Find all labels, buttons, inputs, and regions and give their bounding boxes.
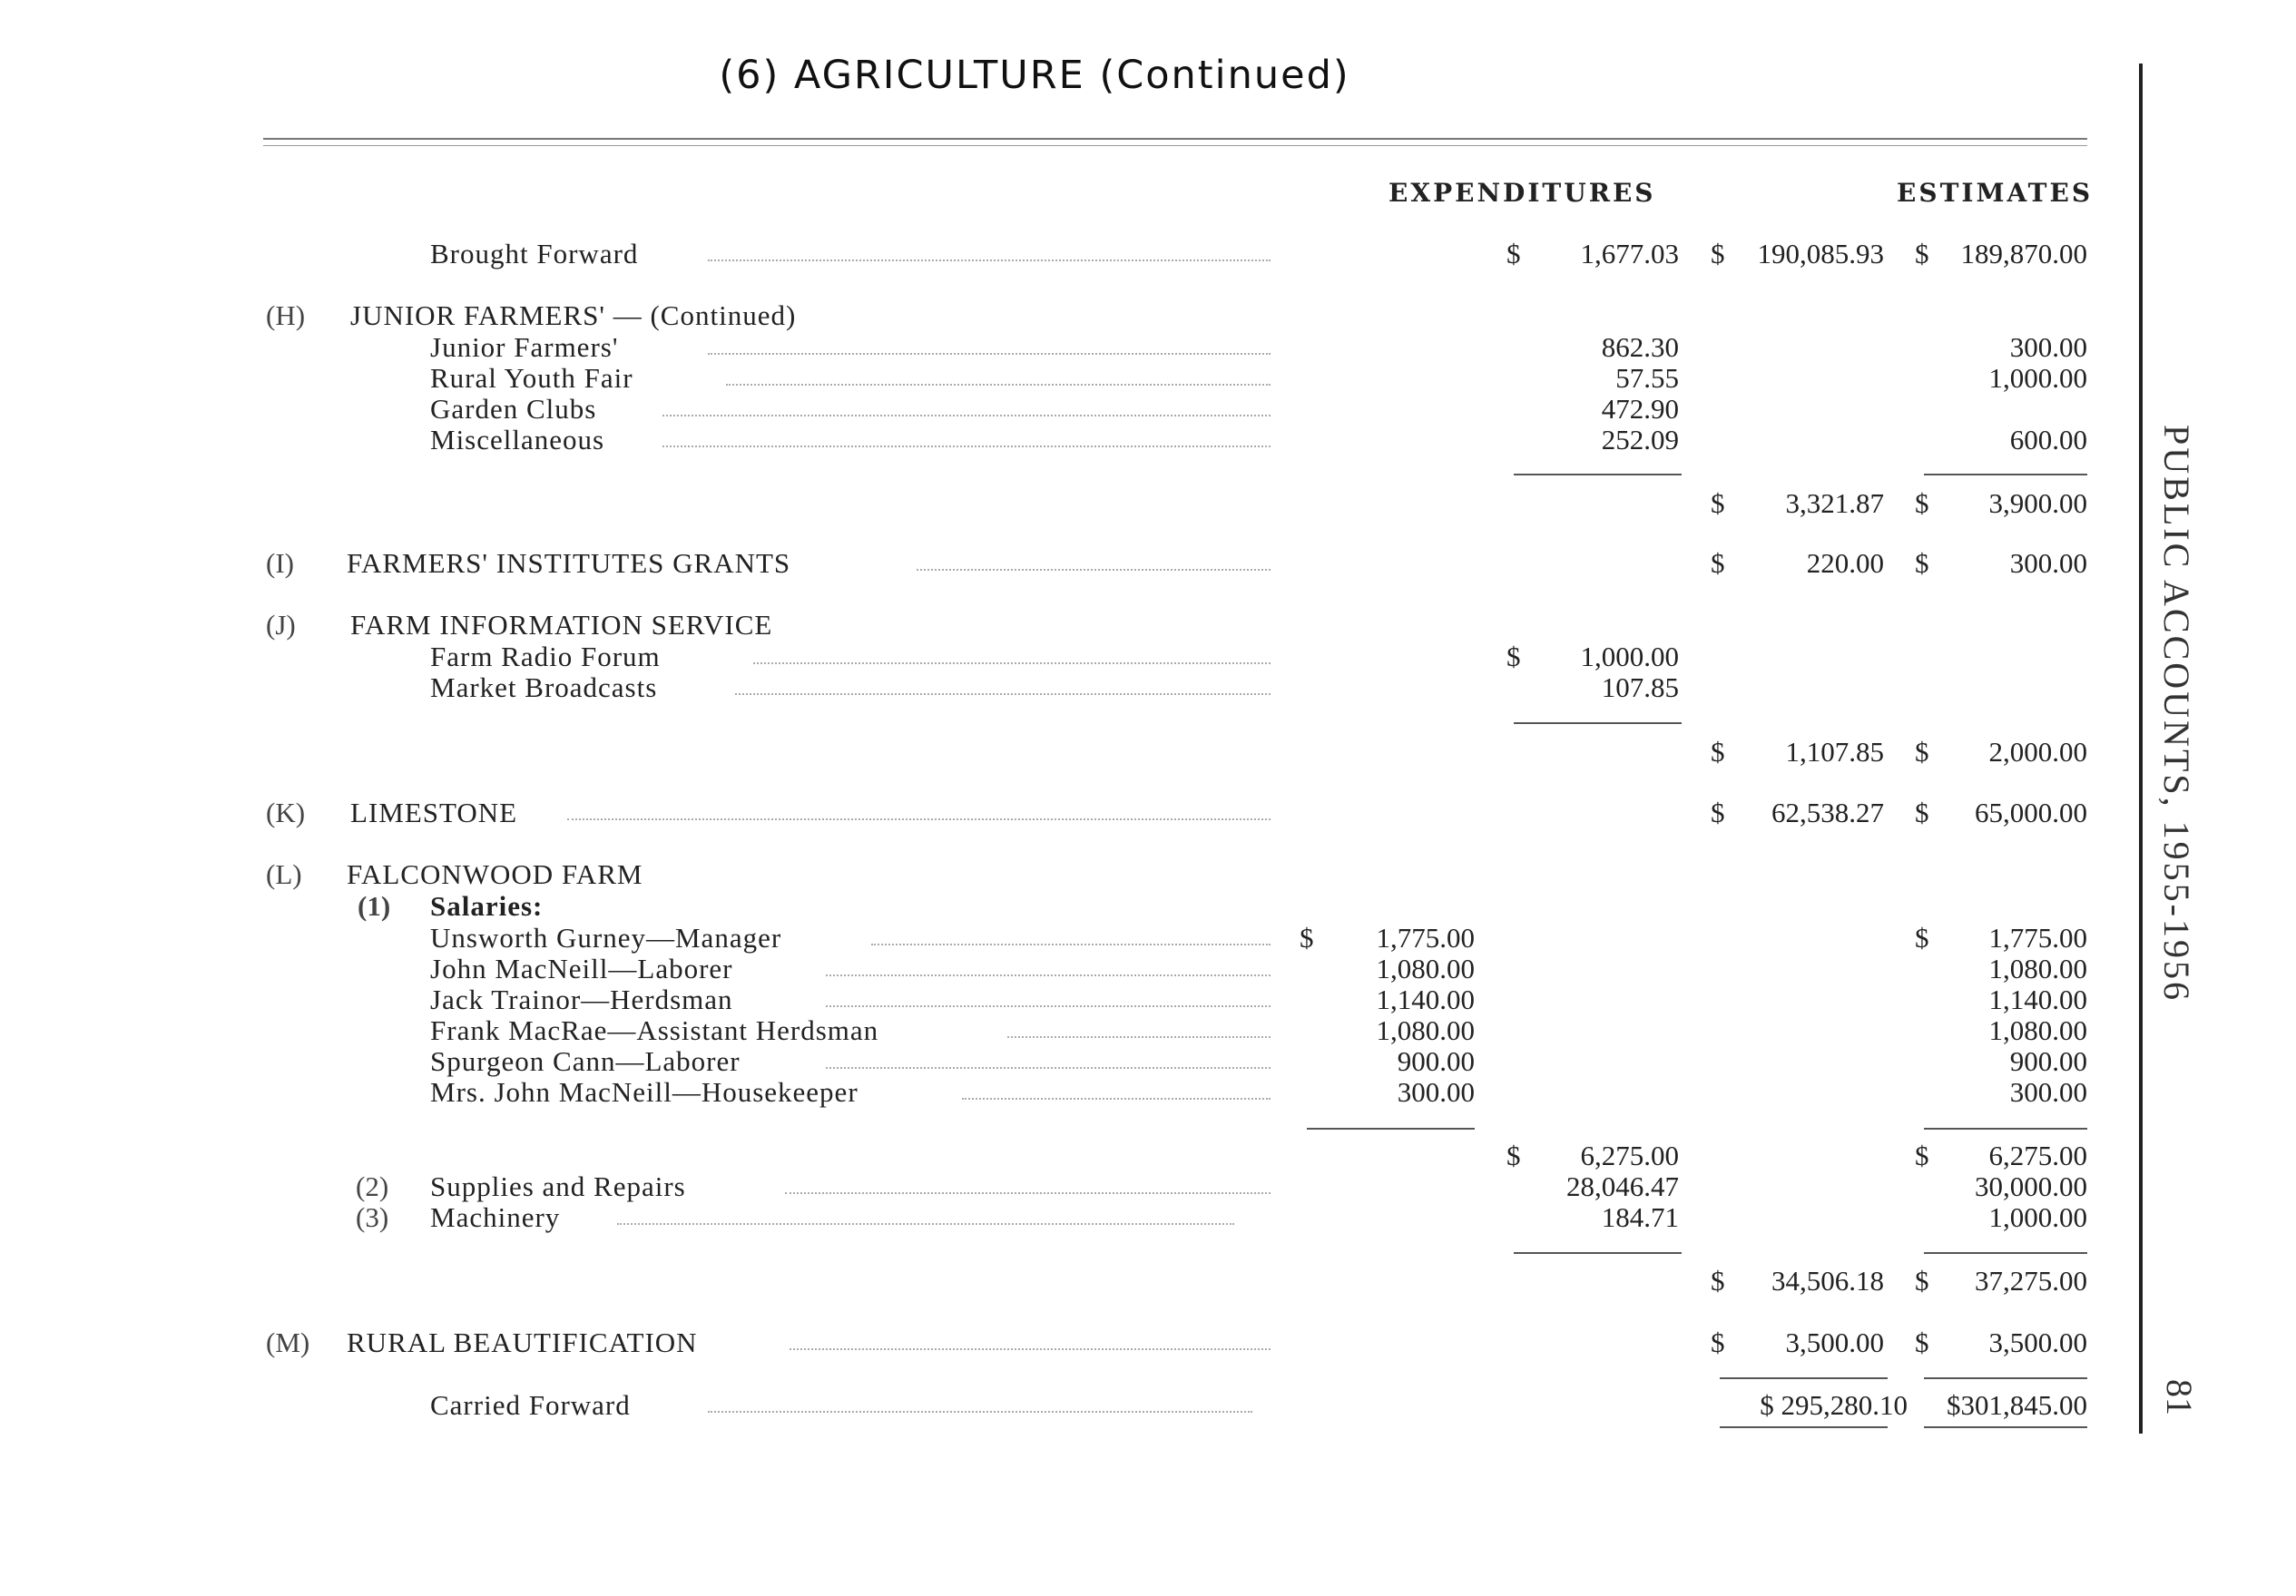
carried-forward-label: Carried Forward: [430, 1389, 631, 1421]
carried-forward-est: $301,845.00: [1947, 1389, 2087, 1421]
list-item: Miscellaneous 252.09 600.00: [430, 424, 2087, 455]
subtotal-rule: [1924, 474, 2087, 475]
section-title: JUNIOR FARMERS' — (Continued): [350, 299, 797, 331]
subtotal-rule: [1307, 1128, 1475, 1130]
subtotal-rule: [1720, 1377, 1888, 1379]
table-row: John MacNeill—Laborer 1,080.00 1,080.00: [430, 953, 2087, 984]
estimates-heading: ESTIMATES: [1897, 178, 2094, 208]
running-title: PUBLIC ACCOUNTS, 1955-1956: [2156, 425, 2197, 1003]
section-h-heading: [0, 299, 2142, 332]
list-item: Rural Youth Fair 57.55 1,000.00: [430, 362, 2087, 394]
dollar-sign: $: [1711, 238, 1725, 269]
salaries-heading: (1) Salaries:: [358, 890, 544, 922]
section-h-total: $ 3,321.87 $ 3,900.00: [1711, 487, 2087, 519]
brought-forward-row: [0, 238, 2142, 270]
salaries-total: $ 6,275.00 $ 6,275.00: [1506, 1140, 2087, 1171]
section-j-heading: (J) FARM INFORMATION SERVICE: [266, 609, 773, 641]
dollar-sign: $: [1506, 238, 1521, 269]
page-title: (6) AGRICULTURE (Continued): [719, 53, 1350, 98]
brought-forward-col2: 1,677.03: [1580, 238, 1679, 269]
table-row: Mrs. John MacNeill—Housekeeper 300.00 300.00: [430, 1076, 2087, 1108]
page-number: 81: [2159, 1379, 2200, 1415]
table-row: Unsworth Gurney—Manager $ 1,775.00 $ 1,775.00: [430, 922, 2087, 954]
list-item: Garden Clubs 472.90: [430, 393, 1679, 425]
header-rule-thin: [263, 145, 2087, 146]
total-rule: [1924, 1426, 2087, 1428]
section-i-row: (I) FARMERS' INSTITUTES GRANTS $ 220.00 $ 300.00: [266, 547, 2087, 579]
subtotal-rule: [1514, 722, 1682, 724]
brought-forward-col4: 189,870.00: [1960, 238, 2087, 269]
subtotal-rule: [1924, 1252, 2087, 1254]
carried-forward-row: [0, 1389, 2142, 1422]
table-row: Spurgeon Cann—Laborer 900.00 900.00: [430, 1045, 2087, 1077]
brought-forward-col3: 190,085.93: [1757, 238, 1884, 269]
section-l-heading: (L) FALCONWOOD FARM: [266, 858, 643, 890]
section-j-total: $ 1,107.85 $ 2,000.00: [1711, 736, 2087, 768]
expenditures-heading: EXPENDITURES: [1388, 178, 1656, 208]
section-m-row: (M) RURAL BEAUTIFICATION $ 3,500.00 $ 3,500.00: [266, 1327, 2087, 1358]
table-row: Frank MacRae—Assistant Herdsman 1,080.00 1,080.00: [430, 1014, 2087, 1046]
subtotal-rule: [1514, 1252, 1682, 1254]
section-k-row: (K) LIMESTONE $ 62,538.27 $ 65,000.00: [266, 797, 2087, 828]
section-l-total: $ 34,506.18 $ 37,275.00: [1711, 1265, 2087, 1297]
list-item: Junior Farmers' 862.30 300.00: [430, 331, 2087, 363]
list-item: Market Broadcasts 107.85: [430, 671, 1679, 703]
header-rule: [263, 138, 2087, 140]
total-rule: [1720, 1426, 1888, 1428]
section-code: (H): [266, 299, 306, 331]
machinery-row: (3) Machinery 184.71 1,000.00: [356, 1201, 2087, 1233]
supplies-row: (2) Supplies and Repairs 28,046.47 30,000.00: [356, 1170, 2087, 1202]
brought-forward-label: Brought Forward: [430, 238, 639, 269]
carried-forward-exp: $ 295,280.10: [1760, 1389, 1908, 1421]
dollar-sign: $: [1915, 238, 1929, 269]
subtotal-rule: [1924, 1377, 2087, 1379]
subtotal-rule: [1514, 474, 1682, 475]
list-item: Farm Radio Forum $ 1,000.00: [430, 641, 1679, 672]
subtotal-rule: [1924, 1128, 2087, 1130]
table-row: Jack Trainor—Herdsman 1,140.00 1,140.00: [430, 984, 2087, 1015]
